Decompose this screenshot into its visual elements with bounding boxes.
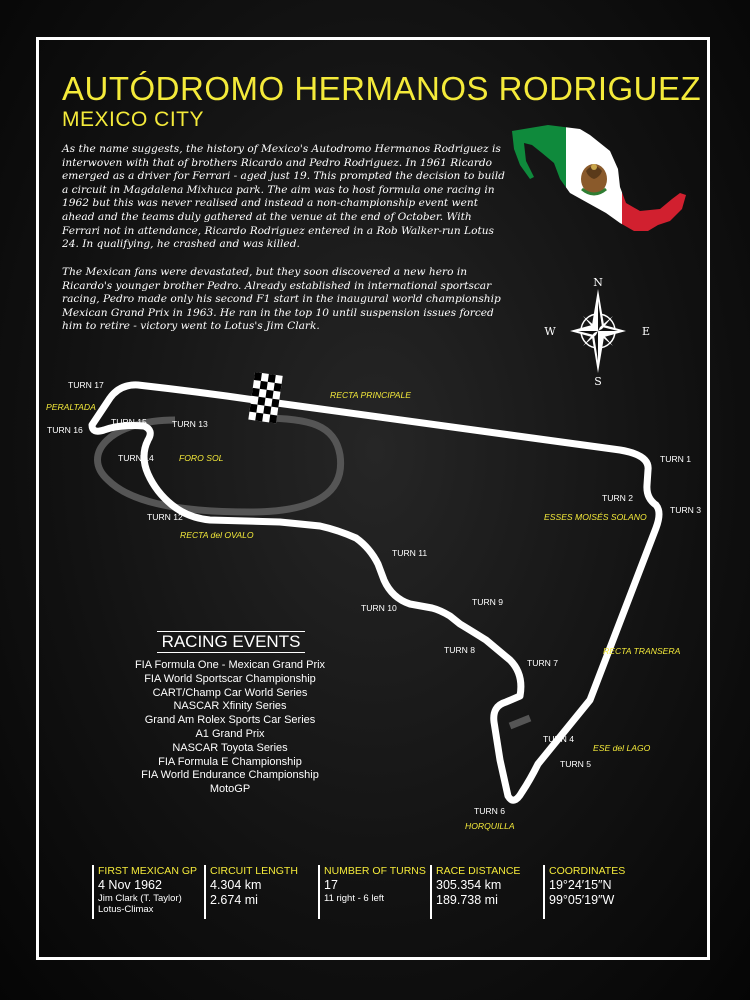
turn-3-label: TURN 3: [670, 505, 702, 515]
turn-17-label: TURN 17: [68, 380, 104, 390]
racing-events-heading: RACING EVENTS: [157, 631, 305, 653]
recta-transera-label: RECTA TRANSERA: [603, 646, 681, 656]
stat-label: COORDINATES: [549, 865, 626, 877]
list-item: FIA Formula One - Mexican Grand Prix: [134, 659, 326, 671]
page-subtitle: MEXICO CITY: [62, 108, 205, 131]
turn-7-label: TURN 7: [527, 658, 559, 668]
stat-detail: Jim Clark (T. Taylor): [98, 893, 182, 904]
stat-value: 189.738 mi: [436, 893, 498, 907]
stat-number-of-turns: [318, 865, 426, 919]
turn-1-label: TURN 1: [660, 454, 692, 464]
stat-value: 2.674 mi: [210, 893, 258, 907]
stat-detail: 11 right - 6 left: [324, 893, 385, 904]
stat-race-distance: [430, 865, 520, 919]
list-item: FIA World Sportscar Championship: [144, 672, 316, 685]
recta-ovalo-label: RECTA del OVALO: [180, 530, 254, 540]
compass-n: N: [593, 276, 603, 289]
old-hairpin-link: [510, 718, 530, 726]
foro-sol-label: FORO SOL: [179, 453, 224, 463]
old-oval-track: [98, 418, 341, 512]
recta-principale-label: RECTA PRINCIPALE: [330, 390, 412, 400]
turn-4-label: TURN 4: [543, 734, 575, 744]
turn-2-label: TURN 2: [602, 493, 634, 503]
stat-value: 17: [324, 878, 338, 892]
turn-14-label: TURN 14: [118, 453, 154, 463]
turn-13-label: TURN 13: [172, 419, 208, 429]
list-item: NASCAR Toyota Series: [172, 741, 288, 754]
stat-first-gp: [92, 865, 197, 919]
turn-6-label: TURN 6: [474, 806, 506, 816]
horquilla-label: HORQUILLA: [465, 821, 515, 831]
turn-15-label: TURN 15: [111, 417, 147, 427]
list-item: MotoGP: [209, 783, 251, 796]
list-item: CART/Champ Car World Series: [152, 686, 308, 699]
list-item: NASCAR Xfinity Series: [173, 700, 287, 713]
stat-value: 99°05′19″W: [549, 893, 615, 907]
turn-9-label: TURN 9: [472, 597, 504, 607]
stat-value: 305.354 km: [436, 878, 502, 892]
racing-events-list: [110, 659, 350, 797]
history-paragraph-2: The Mexican fans were devastated, but they soon discovered a new hero in Ricardo's younger brother Pedro. Already established in international sportscar racing, Pedro made only his second F1 start in the inaugural world championship Mexican Grand Prix in 1963. He ran in the top 10 until suspension issues forced him to retire - victory went to Lotus's Jim Clark.: [62, 266, 501, 333]
stat-value: 19°24′15″N: [549, 878, 612, 892]
stat-coordinates: [543, 865, 625, 919]
stat-label: NUMBER OF TURNS: [324, 865, 426, 877]
stat-label: RACE DISTANCE: [436, 865, 521, 877]
compass-w: W: [544, 325, 556, 338]
ese-lago-label: ESE del LAGO: [593, 743, 651, 753]
stat-value: 4.304 km: [210, 878, 262, 892]
list-item: FIA World Endurance Championship: [141, 769, 319, 782]
stat-circuit-length: [204, 865, 298, 919]
stat-label: FIRST MEXICAN GP: [98, 865, 197, 877]
compass-e: E: [641, 325, 650, 338]
list-item: FIA Formula E Championship: [158, 755, 302, 768]
turn-10-label: TURN 10: [361, 603, 397, 613]
stat-label: CIRCUIT LENGTH: [210, 865, 298, 877]
turn-16-label: TURN 16: [47, 425, 83, 435]
list-item: Grand Am Rolex Sports Car Series: [144, 714, 316, 727]
esses-label: ESSES MOISÉS SOLANO: [544, 512, 647, 522]
turn-8-label: TURN 8: [444, 645, 476, 655]
turn-5-label: TURN 5: [560, 759, 592, 769]
history-paragraph-1: As the name suggests, the history of Mexico's Autodromo Hermanos Rodriguez is interwoven with that of brothers Ricardo and Pedro Rodriguez. In 1961 Ricardo emerged as a driver for Ferrari - aged just 19. This prompted the decision to build a circuit in Magdalena Mixhuca park. The aim was to host formula one racing in 1962 but this was never realised and instead a non-championship event went ahead and the teams duly gathered at the venue at the end of October. With Ferrari not in attendance, Ricardo Rodriguez entered in a Rob Walker-run Lotus 24. In qualifying, he crashed and was killed.: [62, 143, 505, 251]
turn-11-label: TURN 11: [392, 548, 428, 558]
stat-value: 4 Nov 1962: [98, 878, 162, 892]
list-item: A1 Grand Prix: [195, 727, 265, 740]
page-title: AUTÓDROMO HERMANOS RODRIGUEZ: [62, 70, 702, 107]
compass-s: S: [594, 375, 602, 387]
turn-12-label: TURN 12: [147, 512, 183, 522]
stat-detail: Lotus-Climax: [98, 904, 154, 915]
peraltada-label: PERALTADA: [46, 402, 96, 412]
